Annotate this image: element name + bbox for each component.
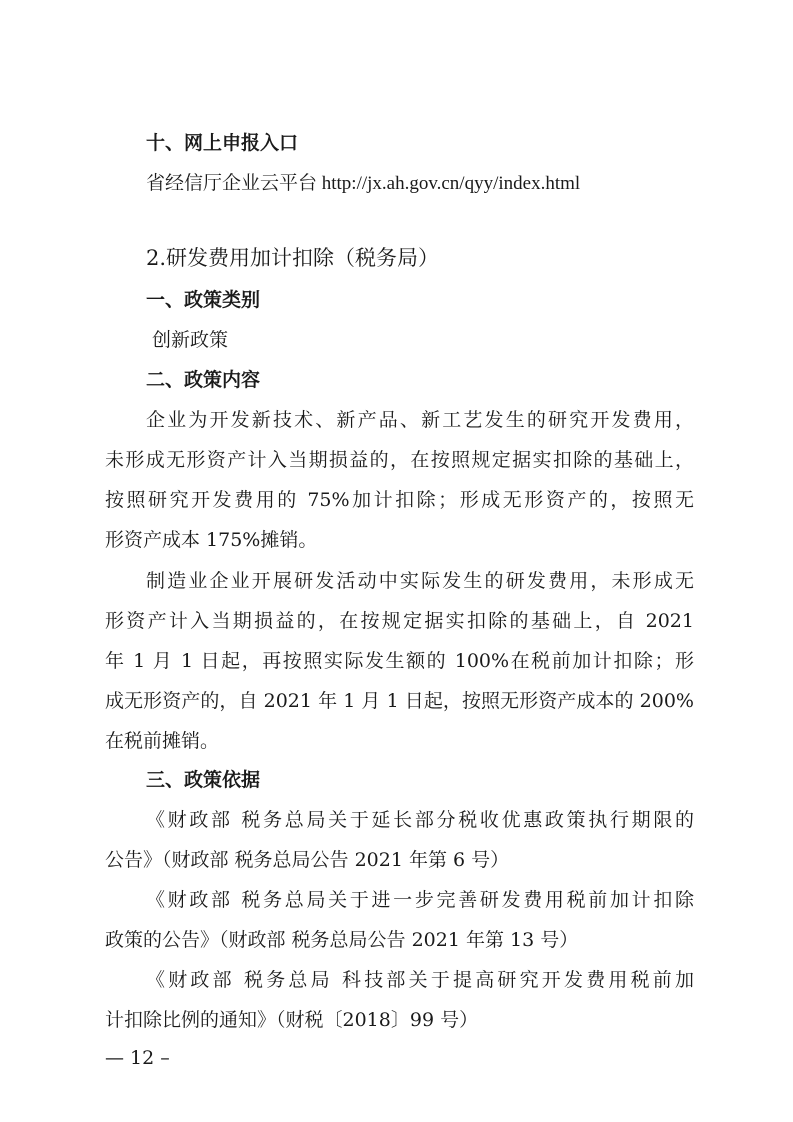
page-number: — 12 – [105,1047,170,1069]
basis-line: 公告》（财政部 税务总局公告 2021 年第 6 号） [105,849,510,871]
policy-title: 2.研发费用加计扣除（税务局） [146,246,440,270]
content-line: 制造业企业开展研发活动中实际发生的研发费用，未形成无 [146,570,694,592]
basis-line: 计扣除比例的通知》（财税〔2018〕99 号） [105,1009,479,1031]
content-line: 在税前摊销。 [105,730,220,752]
policy-basis-heading: 三、政策依据 [146,769,261,791]
online-portal-line: 省经信厅企业云平台 http://jx.ah.gov.cn/qyy/index.html [146,173,581,194]
content-line: 未形成无形资产计入当期损益的，在按照规定据实扣除的基础上， [105,449,694,471]
content-line: 按照研究开发费用的 75%加计扣除；形成无形资产的，按照无 [105,489,694,511]
content-line: 成无形资产的，自 2021 年 1 月 1 日起，按照无形资产成本的 200% [105,690,694,712]
content-line: 形资产计入当期损益的，在按规定据实扣除的基础上，自 2021 [105,610,694,632]
content-line: 形资产成本 175%摊销。 [105,529,318,551]
policy-category-value: 创新政策 [152,329,229,351]
policy-category-heading: 一、政策类别 [146,289,261,311]
basis-line: 政策的公告》（财政部 税务总局公告 2021 年第 13 号） [105,929,579,951]
section-10-heading: 十、网上申报入口 [146,132,299,154]
policy-content-heading: 二、政策内容 [146,369,261,391]
basis-line: 《财政部 税务总局 科技部关于提高研究开发费用税前加 [146,969,694,991]
content-line: 企业为开发新技术、新产品、新工艺发生的研究开发费用， [146,409,694,431]
basis-line: 《财政部 税务总局关于延长部分税收优惠政策执行期限的 [146,809,694,831]
content-line: 年 1 月 1 日起，再按照实际发生额的 100%在税前加计扣除；形 [105,650,694,672]
basis-line: 《财政部 税务总局关于进一步完善研发费用税前加计扣除 [146,889,694,911]
